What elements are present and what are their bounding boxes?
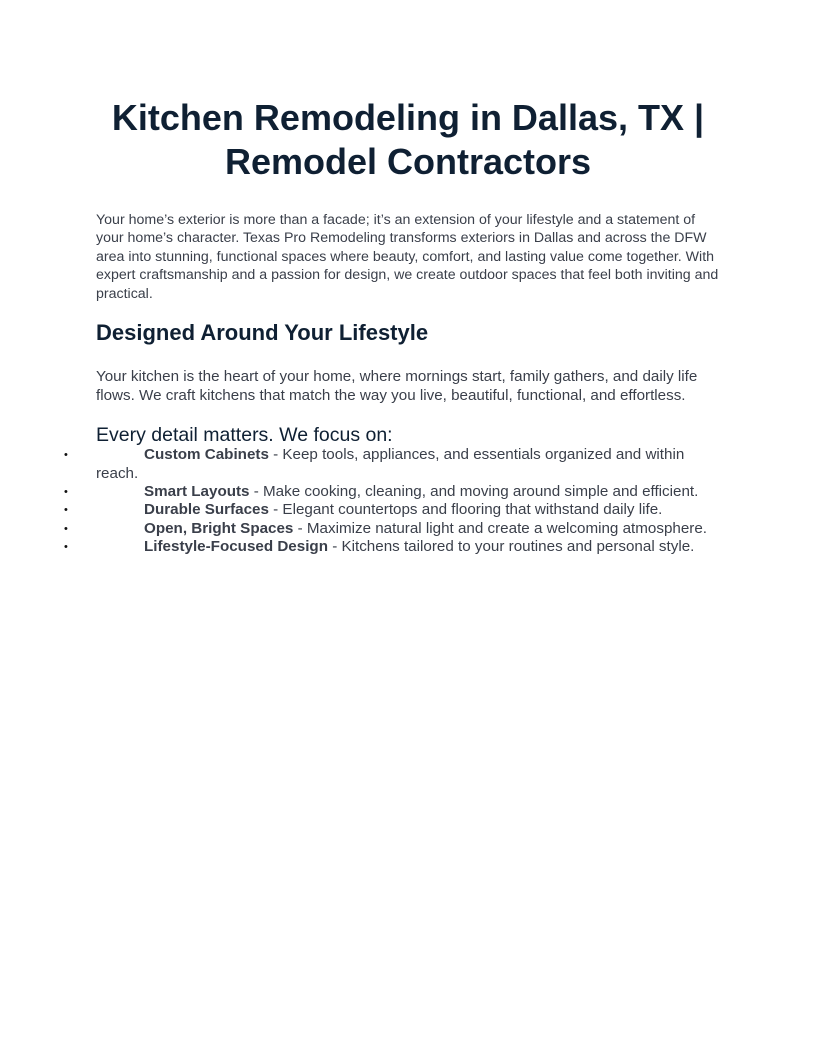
list-item-text: - Make cooking, cleaning, and moving around simple and efficient. [249, 483, 699, 501]
bullet-icon: • [64, 541, 68, 554]
focus-heading: Every detail matters. We focus on: [96, 424, 393, 447]
list-item [64, 519, 720, 538]
intro-paragraph: Your home’s exterior is more than a facade; it’s an extension of your lifestyle and a statement of your home’s character. Texas Pro Remodeling transforms exteriors in Dallas and across the DFW area into stunning, functional spaces where beauty, comfort, and lasting value come together. With expert craftsmanship and a passion for design, we create outdoor spaces that feel both inviting and practical. [96, 212, 719, 302]
list-item-text: - Kitchens tailored to your routines and personal style. [327, 538, 695, 556]
list-item-title: Durable Surfaces [144, 501, 269, 519]
bullet-icon: • [64, 449, 68, 462]
list-item [64, 501, 720, 519]
section-heading: Designed Around Your Lifestyle [96, 320, 429, 346]
bullet-icon: • [64, 486, 68, 499]
list-item-title: Open, Bright Spaces [144, 519, 294, 537]
list-item-title: Lifestyle-Focused Design [144, 538, 328, 556]
list-item [64, 538, 720, 556]
list-item-title: Smart Layouts [144, 483, 250, 501]
page-title: Kitchen Remodeling in Dallas, TX | Remodel Contractors [111, 97, 705, 182]
section-paragraph: Your kitchen is the heart of your home, where mornings start, family gathers, and daily life flows. We craft kitchens that match the way you live, beautiful, functional, and effortless. [96, 368, 698, 404]
list-item-text: - Maximize natural light and create a welcoming atmosphere. [293, 519, 708, 537]
list-item-text: - Elegant countertops and flooring that withstand daily life. [268, 501, 663, 519]
list-item [64, 483, 720, 501]
bullet-icon: • [64, 522, 68, 535]
list-item-text: - Keep tools, appliances, and essentials organized and within reach. [96, 446, 685, 482]
list-item [64, 446, 720, 483]
feature-list [64, 446, 720, 556]
list-item-title: Custom Cabinets [144, 446, 269, 464]
bullet-icon: • [64, 504, 68, 517]
document-page [64, 96, 720, 557]
